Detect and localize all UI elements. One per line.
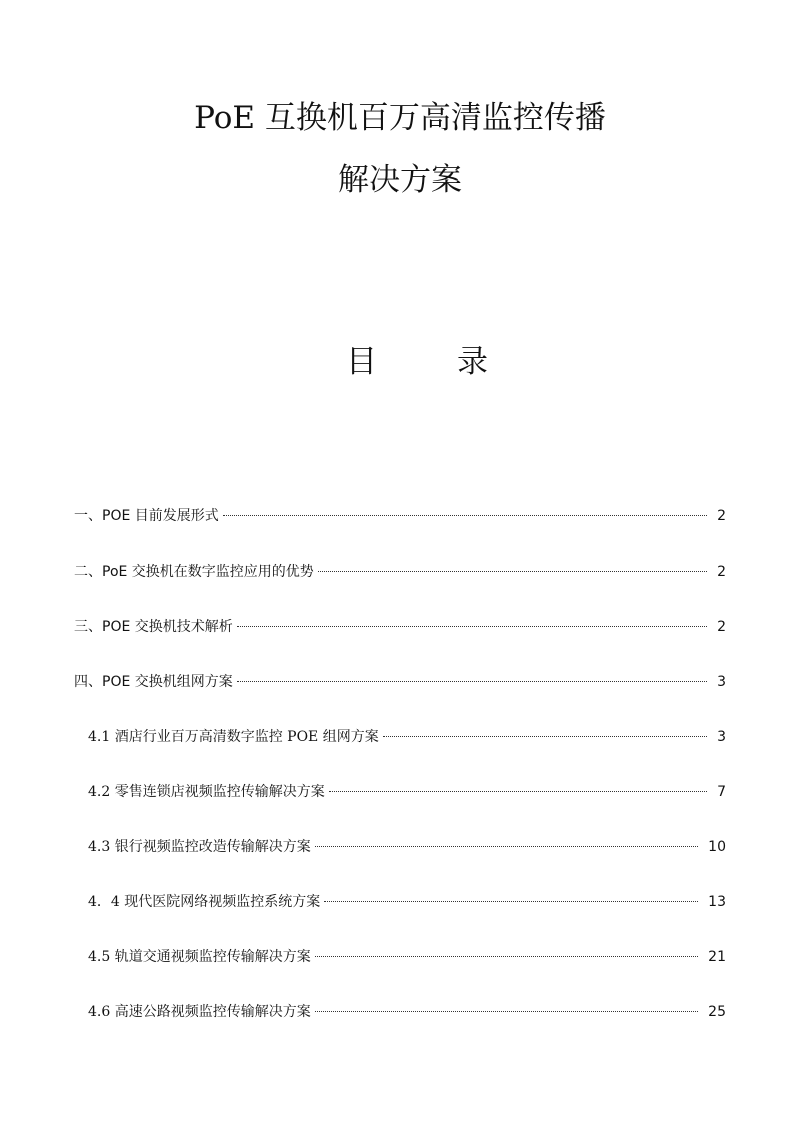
toc-entry[interactable] bbox=[88, 834, 726, 860]
toc-entry-page: 2 bbox=[717, 619, 726, 635]
toc-entry-label: 二、PoE 交换机在数字监控应用的优势 bbox=[74, 564, 314, 580]
toc-heading-char-1: 目 bbox=[346, 344, 377, 380]
toc-entry-label: 4.5 轨道交通视频监控传输解决方案 bbox=[88, 949, 311, 965]
toc-heading-char-2: 录 bbox=[457, 344, 488, 380]
toc-dot-leader bbox=[223, 515, 707, 516]
toc-entry-label: 一、POE 目前发展形式 bbox=[74, 508, 219, 524]
document-title-line-2: 解决方案 bbox=[338, 162, 462, 198]
toc-entry-page: 3 bbox=[717, 729, 726, 745]
toc-entry-page: 3 bbox=[717, 674, 726, 690]
toc-entry-label: 4.6 高速公路视频监控传输解决方案 bbox=[88, 1004, 311, 1020]
toc-entry[interactable] bbox=[88, 724, 726, 750]
toc-entry-page: 10 bbox=[708, 839, 726, 855]
toc-entry[interactable] bbox=[74, 614, 726, 640]
toc-dot-leader bbox=[237, 681, 707, 682]
toc-entry[interactable] bbox=[88, 944, 726, 970]
toc-heading bbox=[0, 342, 800, 382]
toc-entry[interactable] bbox=[88, 999, 726, 1025]
toc-dot-leader bbox=[329, 791, 707, 792]
toc-entry-page: 2 bbox=[717, 564, 726, 580]
toc-entry[interactable] bbox=[74, 559, 726, 585]
toc-entry-page: 7 bbox=[717, 784, 726, 800]
toc-dot-leader bbox=[237, 626, 707, 627]
toc-entry-label: 4.3 银行视频监控改造传输解决方案 bbox=[88, 839, 311, 855]
toc-entry[interactable] bbox=[88, 779, 726, 805]
toc-entry-label: 4．4 现代医院网络视频监控系统方案 bbox=[88, 894, 321, 910]
toc-dot-leader bbox=[324, 901, 698, 902]
document-title-line-1: PoE 互换机百万高清监控传播 bbox=[194, 100, 606, 136]
toc-dot-leader bbox=[383, 736, 707, 737]
toc-entry[interactable] bbox=[88, 889, 726, 915]
toc-entry-label: 四、POE 交换机组网方案 bbox=[74, 674, 233, 690]
toc-entry[interactable] bbox=[74, 669, 726, 695]
toc-entry-page: 25 bbox=[708, 1004, 726, 1020]
toc-entry-label: 三、POE 交换机技术解析 bbox=[74, 619, 233, 635]
toc-dot-leader bbox=[315, 846, 698, 847]
toc-entry-label: 4.2 零售连锁店视频监控传输解决方案 bbox=[88, 784, 325, 800]
toc-entry[interactable] bbox=[74, 503, 726, 529]
toc-entry-page: 13 bbox=[708, 894, 726, 910]
toc-dot-leader bbox=[315, 956, 698, 957]
toc-dot-leader bbox=[318, 571, 707, 572]
toc-dot-leader bbox=[315, 1011, 698, 1012]
toc-entry-label: 4.1 酒店行业百万高清数字监控 POE 组网方案 bbox=[88, 729, 379, 745]
toc-entry-page: 21 bbox=[708, 949, 726, 965]
toc-entry-page: 2 bbox=[717, 508, 726, 524]
